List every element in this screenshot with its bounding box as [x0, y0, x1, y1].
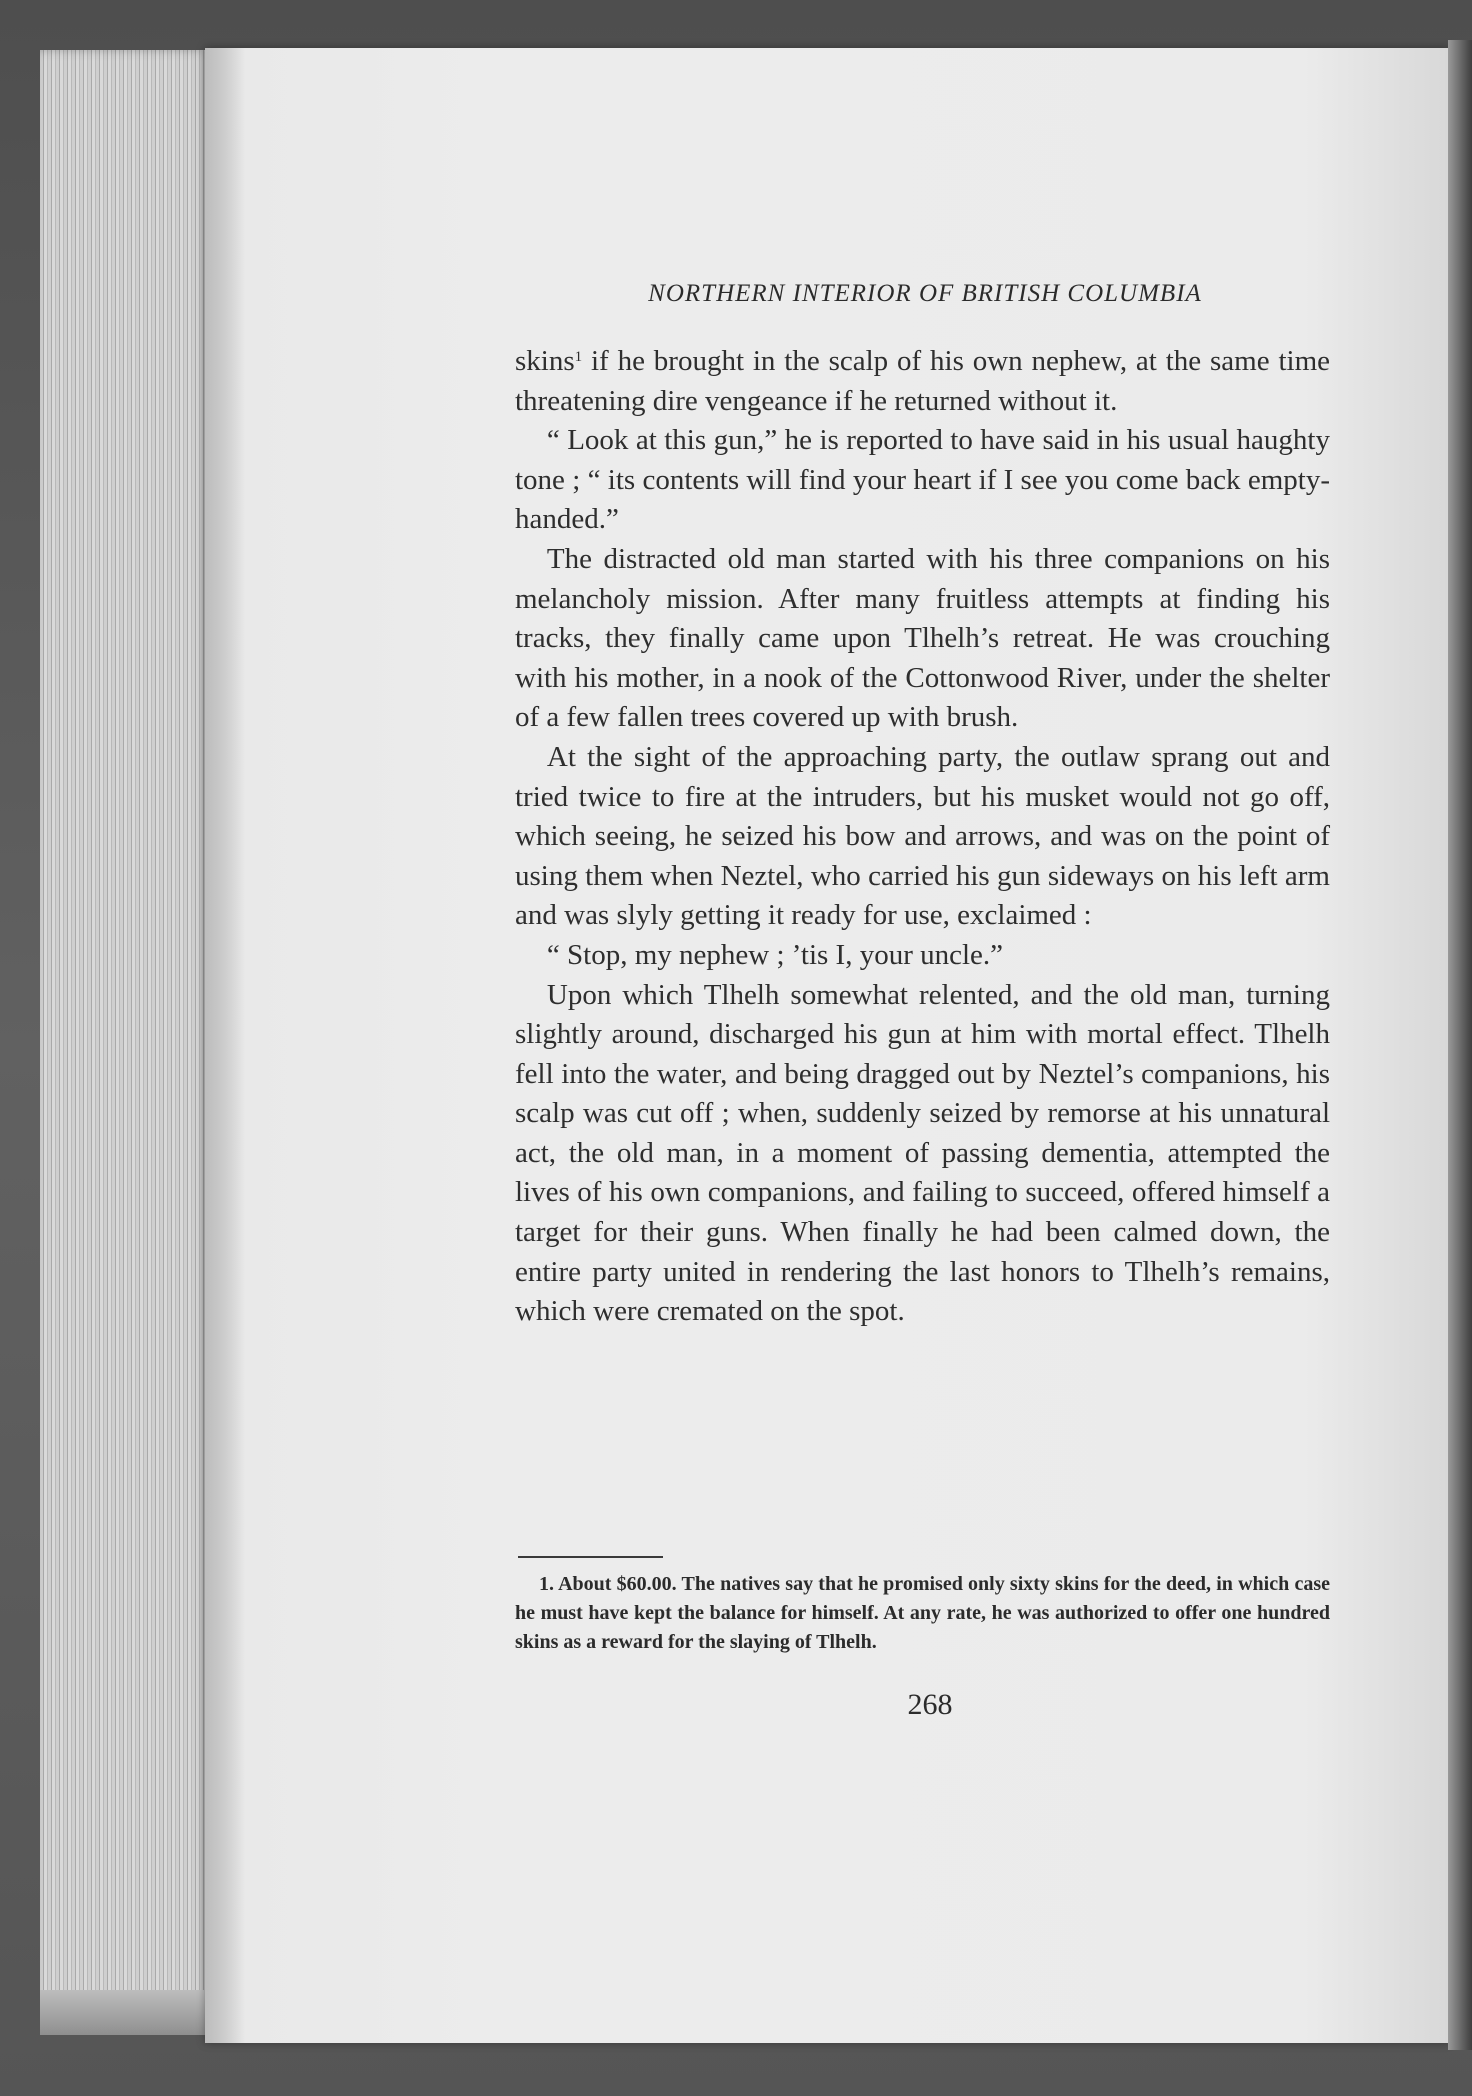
running-head: NORTHERN INTERIOR OF BRITISH COLUMBIA [648, 280, 1202, 307]
page-number: 268 [907, 1688, 953, 1721]
paragraph-text: if he brought in the scalp of his own nephew, at the same time threatening dire vengeance if he returned without it. [515, 345, 1330, 417]
paragraph-text: skins [515, 345, 575, 377]
paragraph: At the sight of the approaching party, the outlaw sprang out and tried twice to fire at the intruders, but his musket would not go off, which seeing, he seized his bow and arrows, and was on the point of using them when Neztel, who carried his gun sideways on his left arm and was slyly getting it ready for use, exclaimed : [515, 740, 1330, 932]
paragraph: “ Stop, my nephew ; ’tis I, your uncle.” [546, 938, 1004, 971]
paragraph: The distracted old man started with his three companions on his melancholy mission. After many fruitless attempts at finding his tracks, they finally came upon Tlhelh’s retreat. He was crouching with his mother, in a nook of the Cottonwood River, under the shelter of a few fallen trees covered up with brush. [515, 542, 1330, 734]
page-gutter-shadow [205, 48, 245, 2043]
paragraph [515, 342, 1330, 421]
body-text [515, 342, 1330, 1332]
paragraph: “ Look at this gun,” he is reported to have said in his usual haughty tone ; “ its contents will find your heart if I see you come back empty-handed.” [515, 424, 1330, 536]
footnote-rule [518, 1556, 663, 1558]
paragraph: Upon which Tlhelh somewhat relented, and the old man, turning slightly around, discharged his gun at him with mortal effect. Tlhelh fell into the water, and being dragged out by Neztel’s companions, his scalp was cut off ; when, suddenly seized by remorse at his unnatural act, the old man, in a moment of passing dementia, attempted the lives of his own companions, and failing to succeed, offered himself a target for their guns. When finally he had been calmed down, the entire party united in rendering the last honors to Tlhelh’s remains, which were cremated on the spot. [515, 978, 1330, 1328]
book-page-edges [40, 50, 210, 2030]
footnote: 1. About $60.00. The natives say that he promised only sixty skins for the deed, in which case he must have kept the balance for himself. At any rate, he was authorized to offer one hundred skins as a reward for the slaying of Tlhelh. [515, 1573, 1330, 1653]
footnote-reference: 1 [574, 349, 583, 365]
scan-right-edge [1448, 40, 1472, 2050]
